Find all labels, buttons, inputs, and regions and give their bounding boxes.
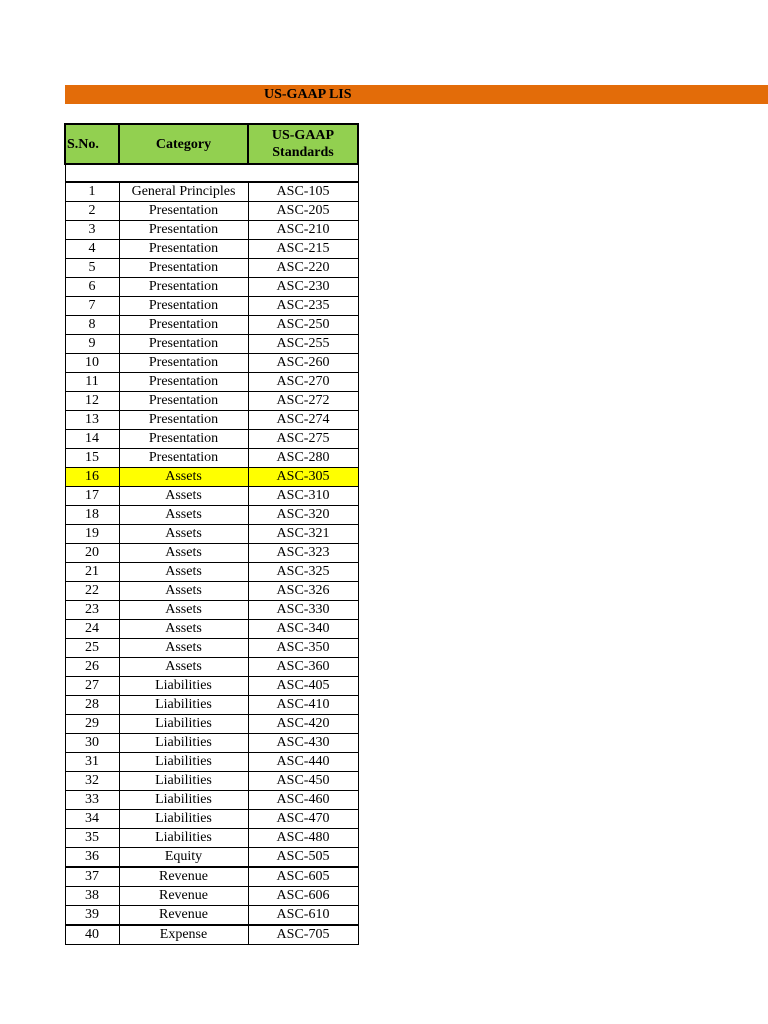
cell-standard: ASC-450 — [248, 772, 358, 791]
cell-category: Assets — [119, 658, 248, 677]
cell-category: Expense — [119, 925, 248, 945]
table-row — [65, 182, 358, 202]
table-row — [65, 925, 358, 945]
table-row — [65, 639, 358, 658]
cell-standard: ASC-321 — [248, 525, 358, 544]
table-row — [65, 696, 358, 715]
cell-standard: ASC-275 — [248, 430, 358, 449]
header-sno: S.No. — [65, 124, 119, 164]
cell-standard: ASC-280 — [248, 449, 358, 468]
table-row — [65, 791, 358, 810]
table-row — [65, 411, 358, 430]
cell-category: Assets — [119, 525, 248, 544]
cell-category: Liabilities — [119, 715, 248, 734]
cell-category: Assets — [119, 620, 248, 639]
table-row — [65, 677, 358, 696]
cell-standard: ASC-250 — [248, 316, 358, 335]
cell-sno: 16 — [65, 468, 119, 487]
spacer-row — [65, 164, 358, 182]
cell-standard: ASC-470 — [248, 810, 358, 829]
cell-standard: ASC-105 — [248, 182, 358, 202]
cell-category: Liabilities — [119, 810, 248, 829]
table-row — [65, 202, 358, 221]
table-row — [65, 430, 358, 449]
table-row — [65, 867, 358, 887]
cell-category: Presentation — [119, 202, 248, 221]
cell-category: Revenue — [119, 906, 248, 926]
cell-standard: ASC-272 — [248, 392, 358, 411]
table-row — [65, 221, 358, 240]
cell-category: Revenue — [119, 867, 248, 887]
cell-category: Assets — [119, 487, 248, 506]
cell-standard: ASC-460 — [248, 791, 358, 810]
cell-category: Presentation — [119, 278, 248, 297]
table-row — [65, 734, 358, 753]
cell-category: Presentation — [119, 392, 248, 411]
cell-category: Presentation — [119, 411, 248, 430]
cell-sno: 17 — [65, 487, 119, 506]
cell-standard: ASC-305 — [248, 468, 358, 487]
cell-standard: ASC-360 — [248, 658, 358, 677]
cell-standard: ASC-605 — [248, 867, 358, 887]
cell-category: Liabilities — [119, 696, 248, 715]
table-row — [65, 810, 358, 829]
cell-standard: ASC-420 — [248, 715, 358, 734]
cell-category: Assets — [119, 601, 248, 620]
cell-sno: 23 — [65, 601, 119, 620]
cell-sno: 13 — [65, 411, 119, 430]
cell-sno: 27 — [65, 677, 119, 696]
cell-sno: 3 — [65, 221, 119, 240]
cell-standard: ASC-274 — [248, 411, 358, 430]
cell-category: Liabilities — [119, 677, 248, 696]
cell-category: Assets — [119, 582, 248, 601]
cell-category: Liabilities — [119, 829, 248, 848]
table-row — [65, 906, 358, 926]
table-row — [65, 278, 358, 297]
cell-sno: 14 — [65, 430, 119, 449]
cell-sno: 6 — [65, 278, 119, 297]
cell-standard: ASC-230 — [248, 278, 358, 297]
cell-sno: 15 — [65, 449, 119, 468]
cell-standard: ASC-606 — [248, 887, 358, 906]
header-standards-line1: US-GAAP — [271, 128, 335, 143]
cell-sno: 30 — [65, 734, 119, 753]
cell-sno: 33 — [65, 791, 119, 810]
cell-category: Assets — [119, 468, 248, 487]
table-row — [65, 658, 358, 677]
cell-category: Liabilities — [119, 753, 248, 772]
table-row — [65, 544, 358, 563]
cell-standard: ASC-235 — [248, 297, 358, 316]
spacer-cell — [65, 164, 358, 182]
cell-sno: 20 — [65, 544, 119, 563]
cell-standard: ASC-480 — [248, 829, 358, 848]
cell-category: Presentation — [119, 259, 248, 278]
cell-sno: 8 — [65, 316, 119, 335]
cell-category: Presentation — [119, 430, 248, 449]
table-row — [65, 354, 358, 373]
cell-standard: ASC-323 — [248, 544, 358, 563]
table-row — [65, 506, 358, 525]
table-row — [65, 829, 358, 848]
cell-sno: 40 — [65, 925, 119, 945]
cell-sno: 25 — [65, 639, 119, 658]
cell-category: Equity — [119, 848, 248, 868]
table-row — [65, 468, 358, 487]
cell-sno: 22 — [65, 582, 119, 601]
title-bar — [65, 85, 768, 104]
cell-sno: 7 — [65, 297, 119, 316]
cell-standard: ASC-430 — [248, 734, 358, 753]
cell-category: Revenue — [119, 887, 248, 906]
table-row — [65, 601, 358, 620]
cell-sno: 26 — [65, 658, 119, 677]
cell-sno: 32 — [65, 772, 119, 791]
cell-standard: ASC-220 — [248, 259, 358, 278]
cell-standard: ASC-326 — [248, 582, 358, 601]
cell-standard: ASC-260 — [248, 354, 358, 373]
cell-standard: ASC-320 — [248, 506, 358, 525]
table-row — [65, 887, 358, 906]
cell-sno: 19 — [65, 525, 119, 544]
cell-sno: 9 — [65, 335, 119, 354]
cell-standard: ASC-325 — [248, 563, 358, 582]
cell-sno: 5 — [65, 259, 119, 278]
table-row — [65, 240, 358, 259]
cell-category: Presentation — [119, 335, 248, 354]
cell-sno: 34 — [65, 810, 119, 829]
cell-sno: 29 — [65, 715, 119, 734]
table-row — [65, 487, 358, 506]
cell-category: Liabilities — [119, 772, 248, 791]
cell-standard: ASC-410 — [248, 696, 358, 715]
cell-category: General Principles — [119, 182, 248, 202]
cell-standard: ASC-270 — [248, 373, 358, 392]
cell-sno: 37 — [65, 867, 119, 887]
cell-category: Presentation — [119, 373, 248, 392]
standards-table — [64, 123, 359, 945]
cell-sno: 31 — [65, 753, 119, 772]
header-standards-line2: Standards — [272, 145, 334, 160]
table-row — [65, 316, 358, 335]
cell-sno: 18 — [65, 506, 119, 525]
cell-standard: ASC-340 — [248, 620, 358, 639]
cell-category: Assets — [119, 544, 248, 563]
cell-sno: 21 — [65, 563, 119, 582]
cell-standard: ASC-210 — [248, 221, 358, 240]
table-row — [65, 620, 358, 639]
cell-standard: ASC-215 — [248, 240, 358, 259]
cell-category: Assets — [119, 506, 248, 525]
cell-sno: 36 — [65, 848, 119, 868]
table-row — [65, 715, 358, 734]
table-row — [65, 772, 358, 791]
cell-category: Liabilities — [119, 734, 248, 753]
cell-category: Assets — [119, 563, 248, 582]
cell-standard: ASC-440 — [248, 753, 358, 772]
header-standards — [248, 124, 358, 164]
cell-standard: ASC-705 — [248, 925, 358, 945]
cell-category: Liabilities — [119, 791, 248, 810]
table-row — [65, 449, 358, 468]
cell-standard: ASC-310 — [248, 487, 358, 506]
cell-sno: 12 — [65, 392, 119, 411]
table-row — [65, 373, 358, 392]
table-row — [65, 563, 358, 582]
cell-category: Presentation — [119, 240, 248, 259]
cell-standard: ASC-350 — [248, 639, 358, 658]
cell-sno: 1 — [65, 182, 119, 202]
cell-sno: 35 — [65, 829, 119, 848]
header-category: Category — [119, 124, 248, 164]
cell-sno: 38 — [65, 887, 119, 906]
cell-sno: 2 — [65, 202, 119, 221]
cell-sno: 24 — [65, 620, 119, 639]
cell-standard: ASC-255 — [248, 335, 358, 354]
table-row — [65, 297, 358, 316]
table-row — [65, 753, 358, 772]
cell-standard: ASC-405 — [248, 677, 358, 696]
cell-standard: ASC-610 — [248, 906, 358, 926]
header-row — [65, 124, 358, 164]
cell-category: Presentation — [119, 316, 248, 335]
sheet-title: US-GAAP LIS — [264, 87, 352, 102]
table-row — [65, 259, 358, 278]
table-row — [65, 335, 358, 354]
cell-category: Assets — [119, 639, 248, 658]
table-row — [65, 582, 358, 601]
cell-sno: 4 — [65, 240, 119, 259]
cell-category: Presentation — [119, 354, 248, 373]
cell-standard: ASC-205 — [248, 202, 358, 221]
cell-standard: ASC-330 — [248, 601, 358, 620]
cell-category: Presentation — [119, 297, 248, 316]
table-row — [65, 392, 358, 411]
cell-standard: ASC-505 — [248, 848, 358, 868]
cell-category: Presentation — [119, 449, 248, 468]
table-row — [65, 525, 358, 544]
cell-sno: 10 — [65, 354, 119, 373]
cell-category: Presentation — [119, 221, 248, 240]
cell-sno: 11 — [65, 373, 119, 392]
table-row — [65, 848, 358, 868]
cell-sno: 28 — [65, 696, 119, 715]
cell-sno: 39 — [65, 906, 119, 926]
